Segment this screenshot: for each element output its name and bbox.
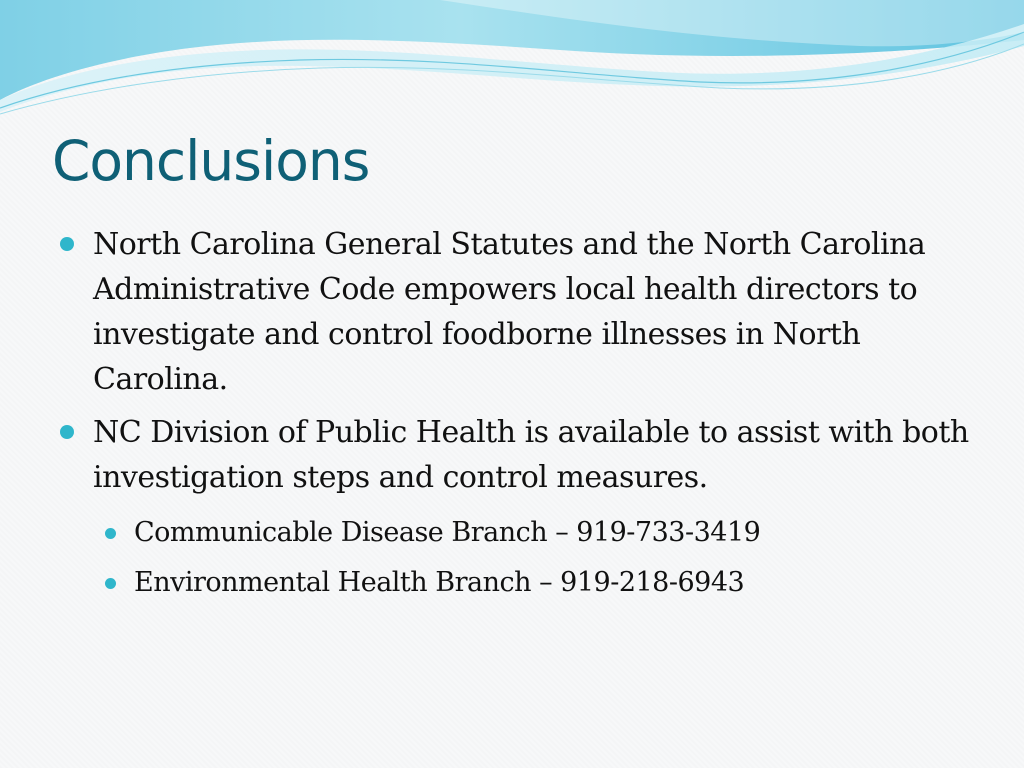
- bullet-text: North Carolina General Statutes and the North Carolina Administrative Code empowers local health directors to investigate and control foodborne illnesses in North Carolina.: [93, 227, 926, 397]
- bullet-item: [60, 410, 990, 500]
- sub-bullet-item: [60, 558, 990, 608]
- sub-bullet-item: [60, 508, 990, 558]
- sub-bullet-dot-icon: [105, 528, 116, 539]
- bullet-dot-icon: [60, 237, 74, 251]
- sub-bullet-text: Environmental Health Branch – 919-218-6943: [134, 567, 745, 598]
- sub-bullet-list: [60, 508, 990, 608]
- slide-title: Conclusions: [52, 129, 370, 193]
- header-wave-decoration: [0, 0, 1024, 130]
- bullet-text: NC Division of Public Health is available to assist with both investigation steps and control measures.: [93, 415, 969, 495]
- sub-bullet-dot-icon: [105, 578, 116, 589]
- bullet-dot-icon: [60, 425, 74, 439]
- bullet-list: [60, 222, 990, 608]
- bullet-item: [60, 222, 990, 402]
- sub-bullet-text: Communicable Disease Branch – 919-733-3419: [134, 517, 761, 548]
